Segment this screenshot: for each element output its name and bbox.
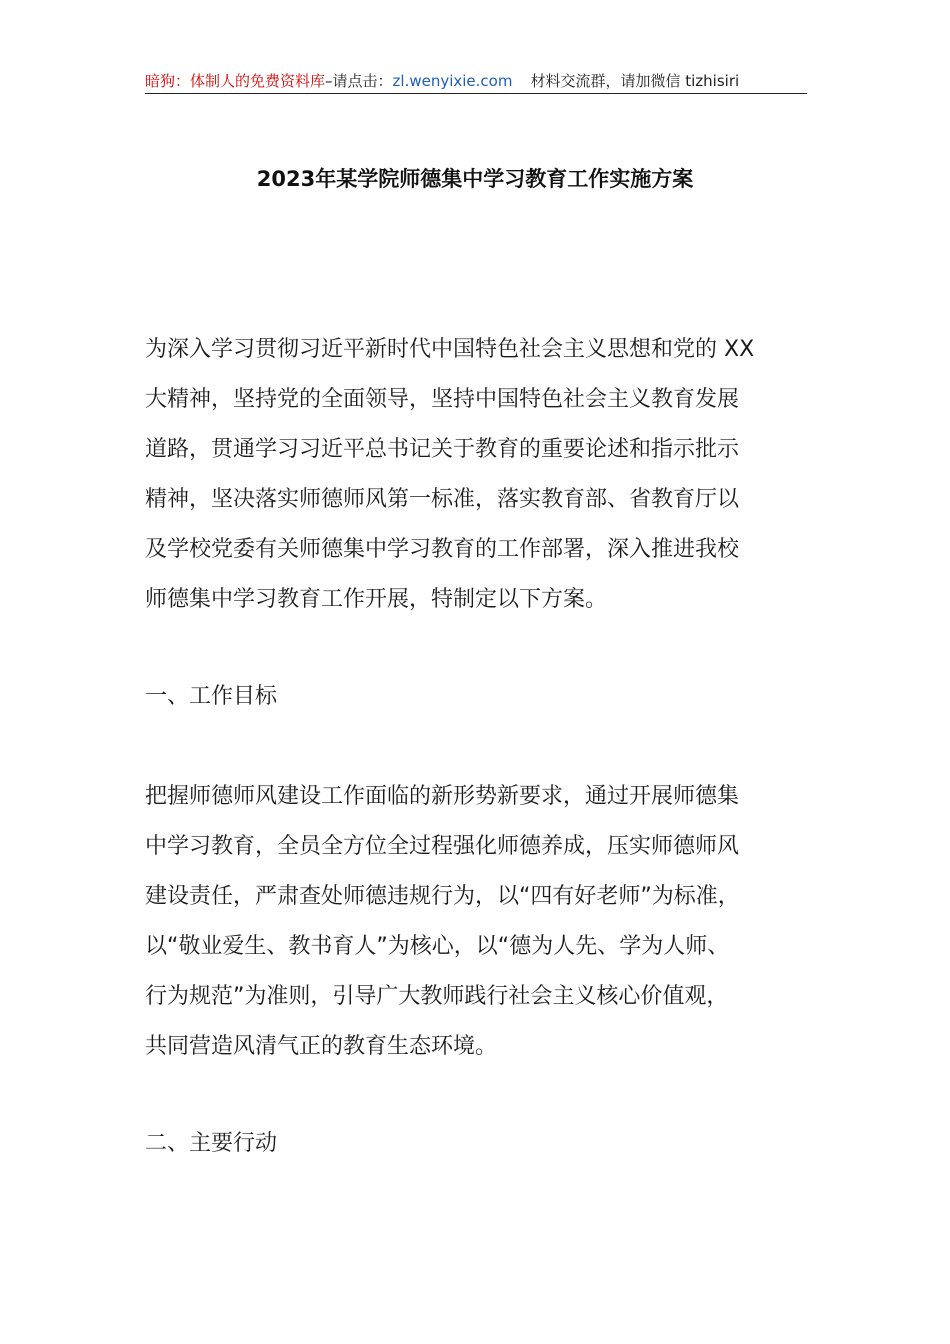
header-group-text: 材料交流群，请加微信 tizhisiri	[530, 72, 740, 90]
section-heading-goals	[145, 672, 835, 722]
goals-line: 行为规范”为准则，引导广大教师践行社会主义核心价值观，	[145, 984, 729, 1009]
section-heading-actions	[145, 1119, 835, 1169]
section-heading-text: 二、主要行动	[145, 1131, 278, 1156]
intro-line: 大精神，坚持党的全面领导，坚持中国特色社会主义教育发展	[145, 387, 740, 412]
goals-line: 中学习教育，全员全方位全过程强化师德养成，压实师德师风	[145, 834, 740, 859]
intro-paragraph	[145, 325, 835, 625]
goals-line: 以“敬业爱生、教书育人”为核心，以“德为人先、学为人师、	[145, 934, 730, 959]
intro-line: 精神，坚决落实师德师风第一标准，落实教育部、省教育厅以	[145, 487, 740, 512]
goals-paragraph	[145, 772, 835, 1072]
intro-line: 及学校党委有关师德集中学习教育的工作部署，深入推进我校	[145, 537, 740, 562]
header-prompt: –请点击：	[325, 72, 393, 90]
intro-line: 道路，贯通学习习近平总书记关于教育的重要论述和指示批示	[145, 437, 740, 462]
section-heading-text: 一、工作目标	[145, 684, 278, 709]
goals-line: 建设责任，严肃查处师德违规行为，以“四有好老师”为标准，	[145, 884, 740, 909]
page-header	[145, 70, 807, 94]
header-brand: 暗狗：体制人的免费资料库	[145, 72, 326, 90]
intro-line: 为深入学习贯彻习近平新时代中国特色社会主义思想和党的 XX	[145, 337, 755, 362]
intro-line: 师德集中学习教育工作开展，特制定以下方案。	[145, 587, 608, 612]
header-link[interactable]: zl.wenyixie.com	[392, 72, 513, 90]
goals-line: 把握师德师风建设工作面临的新形势新要求，通过开展师德集	[145, 784, 740, 809]
header-divider	[145, 93, 807, 94]
goals-line: 共同营造风清气正的教育生态环境。	[145, 1034, 498, 1059]
document-title: 2023年某学院师德集中学习教育工作实施方案	[256, 167, 694, 191]
